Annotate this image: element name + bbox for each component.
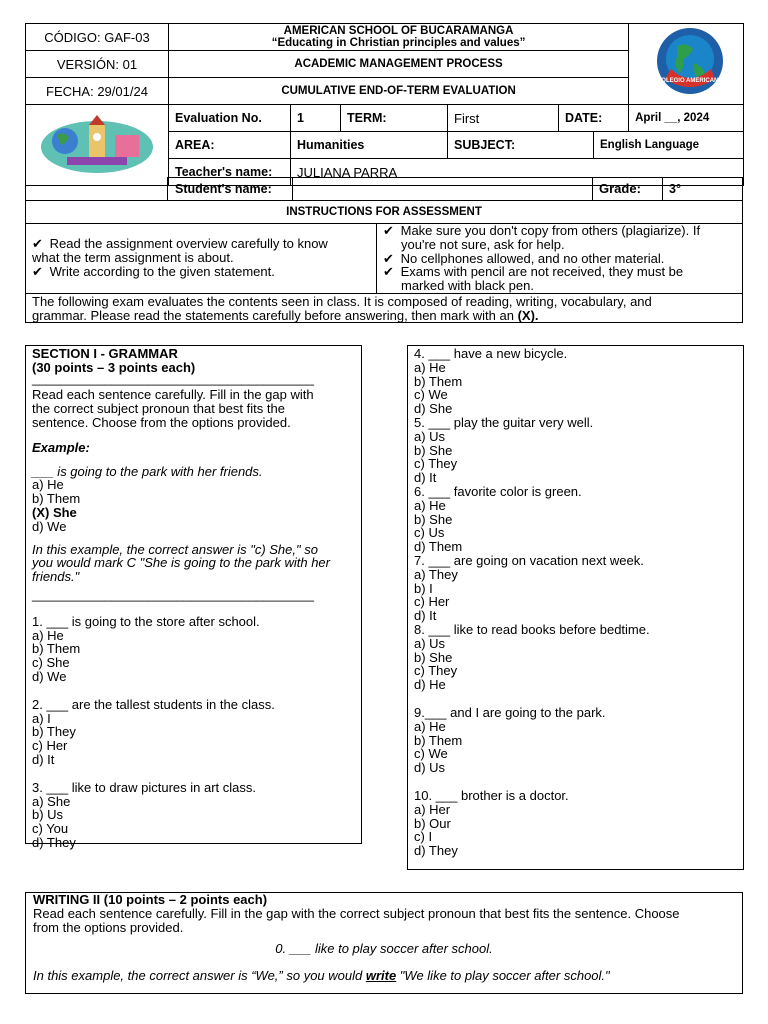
illustration-left-border [25,177,168,201]
instructions-divider [376,224,377,293]
option[interactable]: d) We [32,668,67,684]
school-motto: “Educating in Christian principles and values” [271,37,526,49]
question-text: 8. ___ like to read books before bedtime. [414,621,650,637]
instructions-body [25,223,743,294]
option[interactable]: b) Them [414,373,463,389]
writing-instructions: from the options provided. [33,919,184,935]
option[interactable]: a) He [32,627,64,643]
school-name-cell [169,24,629,51]
question-text: 9.___ and I are going to the park. [414,704,606,720]
version-cell: VERSIÓN: 01 [26,51,169,78]
option[interactable]: a) Us [414,635,446,651]
instruction-item [383,224,743,238]
note-text: In this example, the correct answer is “We,” so you would [33,968,366,984]
question-7 [414,554,737,623]
option[interactable]: c) We [414,387,448,403]
option[interactable]: b) She [414,511,453,527]
question-6 [414,485,737,554]
example-label: Example: [32,439,90,455]
intro-mark: (X). [517,307,539,323]
svg-text:COLEGIO AMERICANO: COLEGIO AMERICANO [657,77,724,84]
writing-note [33,969,735,983]
logo-cell [629,24,744,105]
note-emphasis: write [365,968,397,984]
option[interactable]: c) You [32,821,69,837]
check-icon: ✔ [32,236,43,251]
question-text: 4. ___ have a new bicycle. [414,346,568,361]
instruction-text: you're not sure, ask for help. [401,236,565,252]
illustration-cell [26,105,169,186]
instruction-item [32,265,372,279]
option[interactable]: c) Us [414,525,445,541]
option[interactable]: a) Us [414,428,446,444]
option[interactable]: c) We [414,746,448,762]
example-option: a) He [32,477,64,493]
grade-value: 3° [662,178,745,200]
option[interactable]: a) They [414,566,458,582]
section-instructions: the correct subject pronoun that best fits the [32,401,285,417]
option[interactable]: c) They [414,663,458,679]
check-icon: ✔ [383,223,394,238]
option[interactable]: d) Us [414,760,446,776]
question-text: 2. ___ are the tallest students in the class. [32,696,275,712]
option[interactable]: d) She [414,401,453,417]
instruction-text: No cellphones allowed, and no other material. [400,250,665,266]
instruction-text: Exams with pencil are not received, they must be [400,264,684,280]
option[interactable]: a) He [414,497,446,513]
option[interactable]: b) Them [32,641,81,657]
question-text: 3. ___ like to draw pictures in art class. [32,779,256,795]
teacher-value: JULIANA PARRA [291,159,744,186]
intro-text: grammar. Please read the statements carefully before answering, then mark with an [32,307,518,323]
eval-no-label: Evaluation No. [169,105,291,132]
student-label: Student's name: [175,182,272,196]
option[interactable]: d) It [32,751,55,767]
example-option: d) We [32,518,67,534]
instructions-left [32,237,372,278]
instructions-title: INSTRUCTIONS FOR ASSESSMENT [25,200,743,224]
check-icon: ✔ [383,250,394,266]
option[interactable]: c) Her [414,594,450,610]
question-text: 6. ___ favorite color is green. [414,483,582,499]
option[interactable]: b) Us [32,807,64,823]
writing-title: WRITING II (10 points – 2 points each) [33,892,268,907]
example-question: ___ is going to the park with her friends. [32,463,263,479]
question-5 [414,416,737,485]
option[interactable]: d) He [414,677,446,693]
intro-box [25,293,743,323]
instruction-text: Make sure you don't copy from others (plagiarize). If [400,223,701,238]
grade-label: Grade: [592,178,663,200]
option[interactable]: c) They [414,456,458,472]
process-cell: ACADEMIC MANAGEMENT PROCESS [169,51,629,78]
option[interactable]: c) She [32,655,70,671]
section-title: SECTION I - GRAMMAR [32,346,178,361]
school-name: AMERICAN SCHOOL OF BUCARAMANGA [283,25,514,37]
option[interactable]: d) They [414,843,458,859]
section-points: (30 points – 3 points each) [32,359,196,375]
example-note: In this example, the correct answer is "c) She," so [32,541,318,557]
section-instructions: Read each sentence carefully. Fill in the gap with [32,387,314,403]
instruction-item [32,237,372,251]
option[interactable]: a) He [414,718,446,734]
option[interactable]: b) I [414,580,433,596]
instructions-right [383,224,743,293]
question-10 [414,789,737,858]
option[interactable]: d) It [414,470,437,486]
question-3 [32,781,355,850]
intro-line-1: The following exam evaluates the contents seen in class. It is composed of reading, writing, vocabulary, and [32,294,652,309]
instruction-item [383,252,743,266]
instruction-text: what the term assignment is about. [32,249,234,265]
section-grammar-left [25,345,362,850]
option[interactable]: d) Them [414,539,463,555]
term-value: First [448,105,559,132]
option[interactable]: b) She [414,442,453,458]
example-option-marked: (X) She [32,504,77,520]
question-text: 1. ___ is going to the store after school. [32,613,260,629]
option[interactable]: d) They [32,834,76,850]
question-text: 5. ___ play the guitar very well. [414,414,594,430]
instruction-text: marked with black pen. [401,278,534,294]
area-label: AREA: [169,132,291,159]
option[interactable]: b) They [32,724,76,740]
question-9 [414,706,737,775]
question-1 [32,615,355,684]
option[interactable]: a) He [414,359,446,375]
illustration-image [37,111,157,177]
question-2 [32,698,355,767]
option[interactable]: c) I [414,829,433,845]
question-text: 7. ___ are going on vacation next week. [414,552,644,568]
student-row [167,177,743,201]
writing-example: 0. ___ like to play soccer after school. [275,941,493,957]
instruction-text: Read the assignment overview carefully to know [49,236,328,251]
instruction-text: Write according to the given statement. [49,263,275,279]
intro-line-2 [32,309,736,323]
date-label: DATE: [559,105,629,132]
school-logo [635,25,745,101]
option[interactable]: b) Our [414,815,451,831]
section-instructions: sentence. Choose from the options provided. [32,414,291,430]
example-note: friends." [32,569,80,585]
teacher-label: Teacher's name: [169,159,291,186]
subject-value: English Language [594,132,744,159]
question-4 [414,347,737,416]
term-label: TERM: [341,105,448,132]
question-8 [414,623,737,692]
check-icon: ✔ [383,264,394,280]
area-value: Humanities [291,132,448,159]
option[interactable]: a) I [32,710,51,726]
code-cell: CÓDIGO: GAF-03 [26,24,169,51]
subject-label: SUBJECT: [448,132,594,159]
option[interactable]: d) It [414,608,437,624]
example-note: you would mark C "She is going to the park with her [32,555,330,571]
question-text: 10. ___ brother is a doctor. [414,787,569,803]
option[interactable]: a) Her [414,801,451,817]
option[interactable]: b) Them [414,732,463,748]
option[interactable]: b) She [414,649,453,665]
section-writing [25,892,743,994]
option[interactable]: a) She [32,793,71,809]
example-option: b) Them [32,491,81,507]
instruction-item [383,265,743,279]
writing-instructions: Read each sentence carefully. Fill in the gap with the correct subject pronoun that best fits the sentence. Choose [33,905,680,921]
check-icon: ✔ [32,263,43,279]
divider-rule: _______________________________________ [32,370,314,386]
note-text: "We like to play soccer after school." [396,968,610,984]
evaluation-title-cell: CUMULATIVE END-OF-TERM EVALUATION [169,78,629,105]
date-value: April __, 2024 [629,105,744,132]
divider-rule: _______________________________________ [32,586,314,602]
date-code-cell: FECHA: 29/01/24 [26,78,169,105]
section-grammar-right [407,345,744,870]
student-name-field[interactable] [292,178,593,200]
option[interactable]: c) Her [32,738,68,754]
eval-no-value: 1 [291,105,341,132]
